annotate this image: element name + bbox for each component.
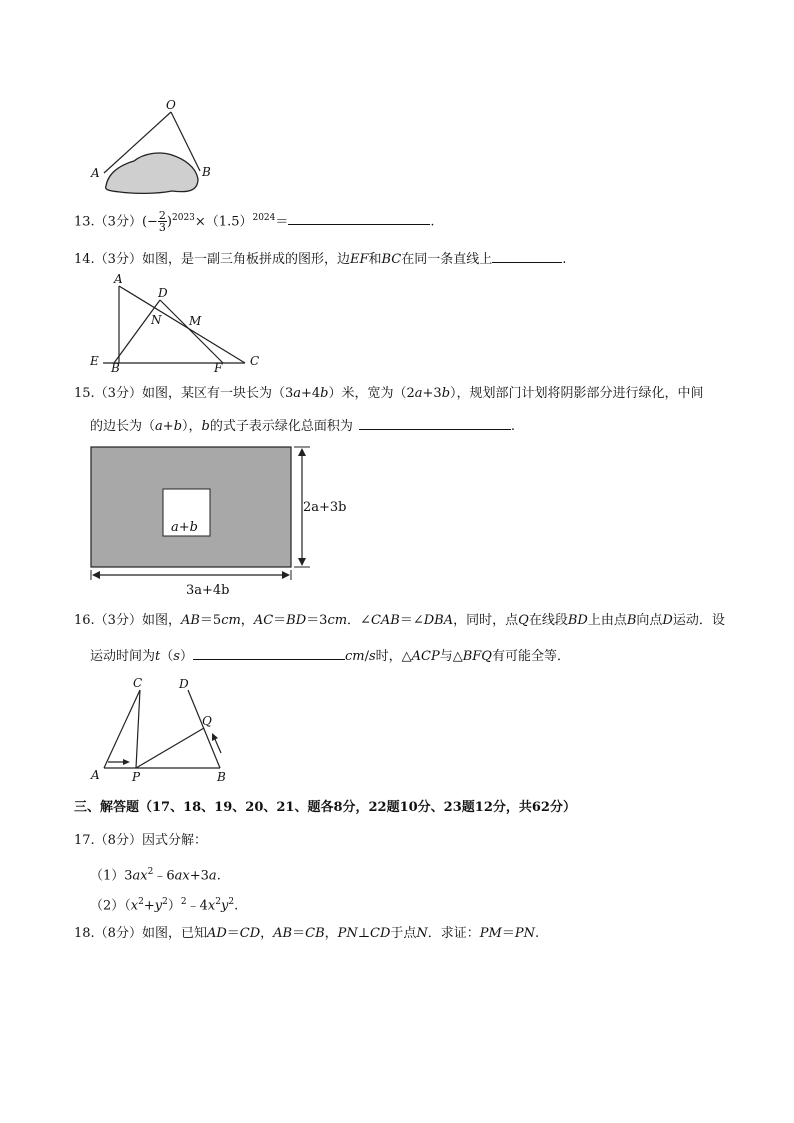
q18-15: ．求证： — [427, 926, 480, 941]
question-14 — [74, 248, 566, 270]
question-16-line1 — [74, 611, 725, 631]
q14-mid: 和 — [368, 252, 382, 267]
q16-b11: 与△ — [439, 649, 463, 664]
q16-a10: cm — [327, 613, 348, 628]
q15-inner-label: a+b — [171, 520, 198, 535]
question-13 — [74, 208, 435, 233]
q14-label-f: F — [214, 361, 223, 375]
q18-1: 18.（8分）如图，已知 — [74, 926, 207, 941]
q18-17: ＝ — [501, 926, 515, 941]
q16-a4: cm — [221, 613, 241, 628]
q16-a14: DBA — [423, 613, 454, 628]
q17-p1-1: （1）3 — [90, 868, 133, 884]
q13-frac-num: 2 — [158, 209, 166, 223]
question-17-part1 — [90, 862, 221, 886]
q16-a11: ．∠ — [347, 613, 371, 628]
q16-a17: 在线段 — [528, 613, 568, 628]
q14-label-d: D — [158, 286, 168, 300]
q13-eq: ＝ — [275, 214, 289, 230]
q16-b2: t — [155, 649, 161, 664]
q18-6: AB — [273, 926, 293, 941]
question-18 — [74, 924, 539, 944]
q15-t7: +3 — [422, 386, 442, 401]
q16-b6: cm — [344, 649, 365, 664]
q18-5: ， — [260, 926, 274, 941]
q16-a12: CAB — [370, 613, 400, 628]
q16-b4: s — [173, 649, 180, 664]
label-a: A — [91, 166, 100, 180]
q16-a23: 运动．设 — [672, 613, 725, 628]
q15-u1: 的边长为（ — [90, 419, 156, 434]
q15-height-label: 2a+3b — [303, 500, 347, 515]
q18-16: PM — [479, 926, 502, 941]
question-15-line2 — [90, 415, 515, 437]
q16-label-a: A — [91, 768, 100, 782]
q16-b1: 运动时间为 — [90, 649, 156, 664]
q17-p1-2: ax — [132, 868, 148, 884]
q17-p2-13: 2 — [228, 897, 235, 907]
q16-b10: ACP — [411, 649, 440, 664]
q16-a21: 向点 — [636, 613, 663, 628]
q13-fraction — [158, 210, 167, 233]
q16-a13: ＝∠ — [399, 613, 424, 628]
q17-p1-6: +3 — [189, 868, 209, 884]
q16-a15: ，同时，点 — [453, 613, 519, 628]
q14-ef: EF — [349, 252, 369, 267]
q17-p1-7: a — [208, 868, 217, 884]
q17-p2-4: + — [143, 898, 155, 914]
q15-end: . — [510, 419, 516, 434]
q17-p2-12: y — [220, 898, 229, 914]
q16-label-c: C — [133, 676, 143, 690]
q15-u3: + — [162, 419, 174, 434]
q16-a5: ， — [240, 613, 254, 628]
q14-answer-blank[interactable] — [492, 248, 562, 263]
question-15-line1 — [74, 384, 704, 404]
q14-bc: BC — [381, 252, 402, 267]
q13-close: ) — [166, 214, 172, 230]
q14-text: 14.（3分）如图，是一副三角板拼成的图形，边 — [74, 252, 350, 267]
q17-p2-2: x — [130, 898, 139, 914]
q14-label-a: A — [114, 272, 123, 286]
q18-3: ＝ — [226, 926, 240, 941]
q18-8: CB — [305, 926, 325, 941]
q16-a7: ＝ — [273, 613, 287, 628]
q13-frac-den: 3 — [158, 221, 166, 235]
q18-4: CD — [239, 926, 261, 941]
q18-7: ＝ — [292, 926, 306, 941]
q17-p2-7: ） — [167, 898, 181, 914]
q14-end: . — [562, 252, 567, 267]
q15-t6: a — [414, 386, 423, 401]
q15-answer-blank[interactable] — [359, 415, 511, 430]
q16-a1: 16.（3分）如图， — [74, 613, 181, 628]
q18-9: ， — [324, 926, 338, 941]
q16-a16: Q — [518, 613, 529, 628]
q18-10: PN — [337, 926, 358, 941]
q13-prefix: 13.（3分） — [74, 214, 142, 230]
q16-b12: BFQ — [462, 649, 492, 664]
question-17-part2 — [90, 892, 238, 916]
q17-p1-3: 2 — [147, 867, 154, 877]
question-16-line2 — [90, 645, 570, 667]
q16-a8: BD — [286, 613, 307, 628]
q18-18: PN — [514, 926, 535, 941]
q16-b5: ） — [179, 649, 193, 664]
q15-t4: b — [320, 386, 329, 401]
q14-label-b: B — [111, 361, 120, 375]
q16-a18: BD — [567, 613, 588, 628]
q16-a22: D — [662, 613, 673, 628]
q15-u4: b — [173, 419, 183, 434]
q15-t5: ）米，宽为（2 — [328, 386, 415, 401]
q18-2: AD — [206, 926, 227, 941]
q16-a3: ＝5 — [199, 613, 222, 628]
q17-p2-11: 2 — [215, 897, 221, 907]
q16-b8: s — [368, 649, 376, 664]
q16-answer-blank[interactable] — [193, 645, 345, 660]
q13-times: ×（1.5） — [194, 214, 253, 230]
q16-b9: 时，△ — [375, 649, 412, 664]
label-b: B — [202, 165, 211, 179]
q18-11: ⊥ — [357, 926, 371, 941]
q16-b3: （ — [160, 649, 174, 664]
q17-p2-5: y — [154, 898, 163, 914]
q16-a6: AC — [253, 613, 274, 628]
q17-p2-10: x — [207, 898, 216, 914]
q17-p2-9: ﹣4 — [186, 898, 208, 914]
q16-label-q: Q — [202, 714, 212, 728]
q15-t2: a — [293, 386, 301, 401]
q15-u7: 的式子表示绿化总面积为 — [209, 419, 353, 434]
q15-width-label: 3a+4b — [186, 583, 230, 598]
q17-p2-6: 2 — [162, 897, 168, 907]
q17-p1-4: ﹣6 — [153, 868, 175, 884]
q15-u5: ）， — [182, 419, 202, 434]
q16-label-b: B — [217, 770, 226, 784]
q17-p2-3: 2 — [138, 897, 144, 907]
q17-p1-8: . — [216, 868, 221, 884]
label-o: O — [166, 98, 176, 112]
q18-19: . — [535, 926, 540, 941]
q17-p2-14: . — [234, 898, 239, 914]
q15-u6: b — [201, 419, 210, 434]
figure-rectangle-q15 — [88, 442, 328, 587]
q15-t9: ），规划部门计划将阴影部分进行绿化，中间 — [450, 386, 704, 401]
q15-t3: +4 — [300, 386, 321, 401]
q16-a19: 上由点 — [587, 613, 627, 628]
q15-t1: 15.（3分）如图，某区有一块长为（3 — [74, 386, 294, 401]
q14-label-c: C — [250, 354, 260, 368]
section-3-heading: 三、解答题（17、18、19、20、21、题各8分，22题10分、23题12分，共62分） — [74, 800, 576, 815]
q16-a20: B — [626, 613, 637, 628]
q17-p1-5: ax — [174, 868, 190, 884]
q13-open: (− — [141, 214, 158, 230]
q14-label-n: N — [151, 313, 162, 327]
q16-a9: ＝3 — [306, 613, 328, 628]
figure-q16 — [90, 672, 240, 777]
q16-b7: / — [364, 649, 369, 664]
q17-p2-1: （2）（ — [90, 898, 131, 914]
q15-t8: b — [441, 386, 451, 401]
q18-12: CD — [370, 926, 391, 941]
q13-end: . — [430, 214, 435, 230]
q18-14: N — [416, 926, 428, 941]
q17-p2-8: 2 — [180, 897, 187, 907]
q16-label-d: D — [179, 677, 189, 691]
q14-tail: 在同一条直线上 — [401, 252, 493, 267]
q13-exp1: 2023 — [172, 213, 195, 223]
question-17-title: 17.（8分）因式分解： — [74, 833, 207, 848]
q15-u2: a — [155, 419, 163, 434]
figure-angle-aob — [80, 95, 230, 200]
q16-a2: AB — [180, 613, 200, 628]
q14-label-e: E — [90, 354, 99, 368]
q16-label-p: P — [132, 770, 141, 784]
q13-answer-blank[interactable] — [288, 210, 430, 225]
q16-b13: 有可能全等． — [491, 649, 570, 664]
q13-exp2: 2024 — [252, 213, 276, 223]
q18-13: 于点 — [390, 926, 417, 941]
q14-label-m: M — [189, 314, 202, 328]
